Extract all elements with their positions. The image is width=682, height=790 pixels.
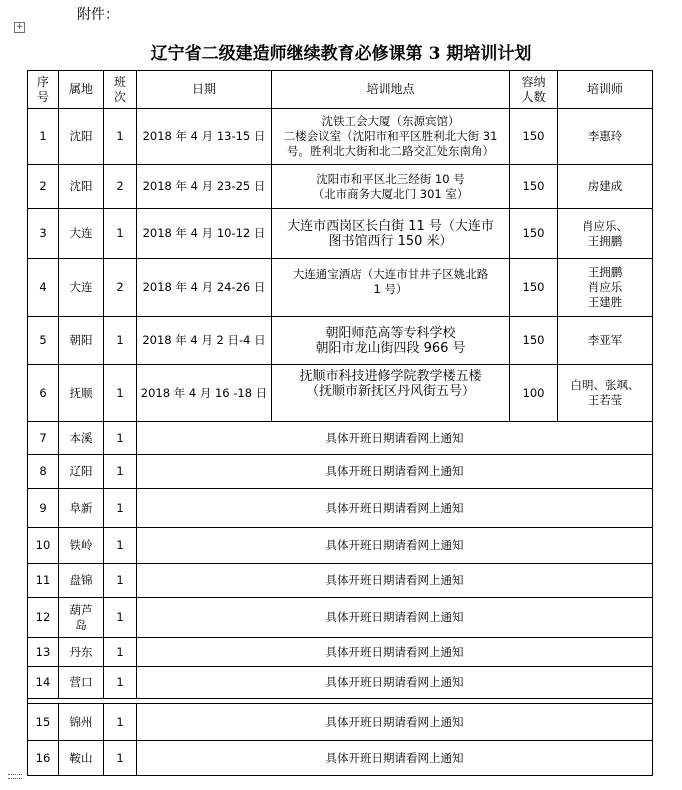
cell-class-no: 1: [104, 598, 137, 638]
location-line: 大连市西岗区长白街 11 号（大连市: [287, 218, 494, 234]
cell-trainer: [558, 365, 653, 422]
header-capacity-line1: 容纳: [521, 74, 546, 89]
cell-class-no: 1: [104, 455, 137, 489]
location-line: 沈阳市和平区北三经街 10 号: [316, 171, 465, 186]
cell-date: 2018 年 4 月 2 日-4 日: [137, 317, 272, 365]
cell-capacity: 150: [510, 165, 558, 209]
location-line: 1 号）: [373, 282, 408, 296]
cell-notice: 具体开班日期请看网上通知: [137, 455, 653, 489]
table-row: [28, 667, 653, 699]
table-row: [28, 259, 653, 317]
header-class-no: [104, 71, 137, 109]
cell-capacity: 150: [510, 317, 558, 365]
trainer-line: 王若莹: [587, 393, 623, 407]
location-line: 抚顺市科技进修学院教学楼五楼: [299, 369, 482, 384]
header-class-no-line1: 班: [113, 74, 126, 89]
location-line: （抚顺市新抚区丹风街五号）: [305, 384, 475, 399]
cell-serial-no: 13: [28, 638, 59, 667]
cell-trainer: [558, 209, 653, 259]
cell-serial-no: 2: [28, 165, 59, 209]
table-anchor-icon[interactable]: +: [15, 22, 24, 32]
header-serial-no-line2: 号: [36, 89, 49, 104]
city-line: 葫芦: [69, 602, 93, 617]
cell-trainer: [558, 259, 653, 317]
header-date: 日期: [137, 71, 272, 109]
cell-class-no: 2: [104, 165, 137, 209]
cell-date: 2018 年 4 月 13-15 日: [137, 109, 272, 165]
cell-city: 沈阳: [59, 165, 104, 209]
cell-capacity: 150: [510, 109, 558, 165]
table-row: [28, 109, 653, 165]
cell-notice: 具体开班日期请看网上通知: [137, 422, 653, 455]
cell-class-no: 1: [104, 638, 137, 667]
cell-serial-no: 14: [28, 667, 59, 699]
page-corner-mark: [8, 774, 22, 779]
cell-city: [59, 598, 104, 638]
cell-serial-no: 12: [28, 598, 59, 638]
cell-class-no: 1: [104, 209, 137, 259]
cell-class-no: 1: [104, 564, 137, 598]
cell-city: 辽阳: [59, 455, 104, 489]
cell-location: [272, 209, 510, 259]
location-line: 图书馆西行 150 米）: [328, 233, 453, 249]
cell-date: 2018 年 4 月 10-12 日: [137, 209, 272, 259]
cell-serial-no: 1: [28, 109, 59, 165]
location-line: 二楼会议室（沈阳市和平区胜利北大街 31: [283, 129, 498, 143]
location-line: 朝阳师范高等专科学校: [325, 325, 456, 341]
cell-notice: 具体开班日期请看网上通知: [137, 489, 653, 528]
cell-location: [272, 109, 510, 165]
cell-class-no: 1: [104, 365, 137, 422]
cell-notice: 具体开班日期请看网上通知: [137, 638, 653, 667]
location-line: 沈铁工会大厦（东源宾馆）: [321, 114, 460, 128]
cell-notice: 具体开班日期请看网上通知: [137, 704, 653, 741]
cell-class-no: 1: [104, 109, 137, 165]
city-line: 岛: [75, 617, 87, 632]
cell-capacity: 150: [510, 209, 558, 259]
cell-date: 2018 年 4 月 24-26 日: [137, 259, 272, 317]
cell-city: 本溪: [59, 422, 104, 455]
table-header-row: [28, 71, 653, 109]
trainer-line: 李亚军: [587, 333, 623, 347]
cell-notice: 具体开班日期请看网上通知: [137, 564, 653, 598]
cell-city: 抚顺: [59, 365, 104, 422]
cell-location: [272, 317, 510, 365]
cell-serial-no: 3: [28, 209, 59, 259]
cell-notice: 具体开班日期请看网上通知: [137, 667, 653, 699]
table-row: [28, 598, 653, 638]
cell-serial-no: 4: [28, 259, 59, 317]
cell-city: 大连: [59, 209, 104, 259]
cell-location: [272, 165, 510, 209]
cell-trainer: [558, 165, 653, 209]
cell-class-no: 1: [104, 528, 137, 564]
table-row: [28, 365, 653, 422]
cell-location: [272, 259, 510, 317]
cell-city: 大连: [59, 259, 104, 317]
cell-city: 盘锦: [59, 564, 104, 598]
cell-class-no: 1: [104, 317, 137, 365]
cell-serial-no: 8: [28, 455, 59, 489]
table-row: [28, 165, 653, 209]
location-line: 朝阳市龙山街四段 966 号: [315, 340, 466, 356]
document-title: 辽宁省二级建造师继续教育必修课第 3 期培训计划: [150, 44, 532, 64]
cell-notice: 具体开班日期请看网上通知: [137, 598, 653, 638]
cell-date: 2018 年 4 月 23-25 日: [137, 165, 272, 209]
header-capacity-line2: 人数: [521, 89, 546, 104]
cell-class-no: 1: [104, 741, 137, 776]
trainer-line: 肖应乐: [587, 280, 623, 294]
cell-city: 鞍山: [59, 741, 104, 776]
header-class-no-line2: 次: [113, 89, 126, 104]
trainer-line: 白明、张飒、: [570, 378, 640, 392]
cell-date: 2018 年 4 月 16 -18 日: [137, 365, 272, 422]
cell-class-no: 1: [104, 704, 137, 741]
table-row: [28, 564, 653, 598]
cell-city: 丹东: [59, 638, 104, 667]
training-plan-table: [27, 70, 653, 776]
cell-city: 朝阳: [59, 317, 104, 365]
trainer-line: 肖应乐、: [582, 218, 628, 233]
cell-serial-no: 7: [28, 422, 59, 455]
location-line: 大连通宝酒店（大连市甘井子区姚北路: [292, 267, 489, 281]
table-row: [28, 528, 653, 564]
cell-notice: 具体开班日期请看网上通知: [137, 528, 653, 564]
location-line: （北市商务大厦北门 301 室）: [312, 186, 469, 201]
cell-capacity: 150: [510, 259, 558, 317]
trainer-line: 李惠玲: [587, 129, 623, 143]
cell-serial-no: 10: [28, 528, 59, 564]
attachment-label: 附件：: [77, 7, 119, 23]
cell-city: 铁岭: [59, 528, 104, 564]
cell-city: 营口: [59, 667, 104, 699]
table-row: [28, 704, 653, 741]
header-serial-no: [28, 71, 59, 109]
cell-serial-no: 16: [28, 741, 59, 776]
cell-capacity: 100: [510, 365, 558, 422]
trainer-line: 房建成: [587, 179, 623, 193]
cell-class-no: 1: [104, 422, 137, 455]
cell-class-no: 1: [104, 667, 137, 699]
cell-serial-no: 9: [28, 489, 59, 528]
table-row: [28, 638, 653, 667]
cell-serial-no: 5: [28, 317, 59, 365]
cell-city: 锦州: [59, 704, 104, 741]
location-line: 号。胜利北大街和北二路交汇处东南角）: [287, 144, 494, 158]
table-row: [28, 489, 653, 528]
cell-notice: 具体开班日期请看网上通知: [137, 741, 653, 776]
header-capacity: [510, 71, 558, 109]
table-row: [28, 455, 653, 489]
header-trainer: 培训师: [558, 71, 653, 109]
trainer-line: 王拥鹏: [587, 233, 623, 248]
header-city: 属地: [59, 71, 104, 109]
table-row: [28, 209, 653, 259]
cell-location: [272, 365, 510, 422]
cell-city: 沈阳: [59, 109, 104, 165]
cell-city: 阜新: [59, 489, 104, 528]
cell-class-no: 1: [104, 489, 137, 528]
header-serial-no-line1: 序: [36, 74, 49, 89]
trainer-line: 王建胜: [587, 295, 623, 309]
table-row: [28, 741, 653, 776]
cell-class-no: 2: [104, 259, 137, 317]
cell-trainer: [558, 317, 653, 365]
cell-serial-no: 11: [28, 564, 59, 598]
cell-trainer: [558, 109, 653, 165]
table-row: [28, 317, 653, 365]
trainer-line: 王拥鹏: [587, 265, 623, 279]
header-location: 培训地点: [272, 71, 510, 109]
cell-serial-no: 15: [28, 704, 59, 741]
table-row: [28, 422, 653, 455]
cell-serial-no: 6: [28, 365, 59, 422]
